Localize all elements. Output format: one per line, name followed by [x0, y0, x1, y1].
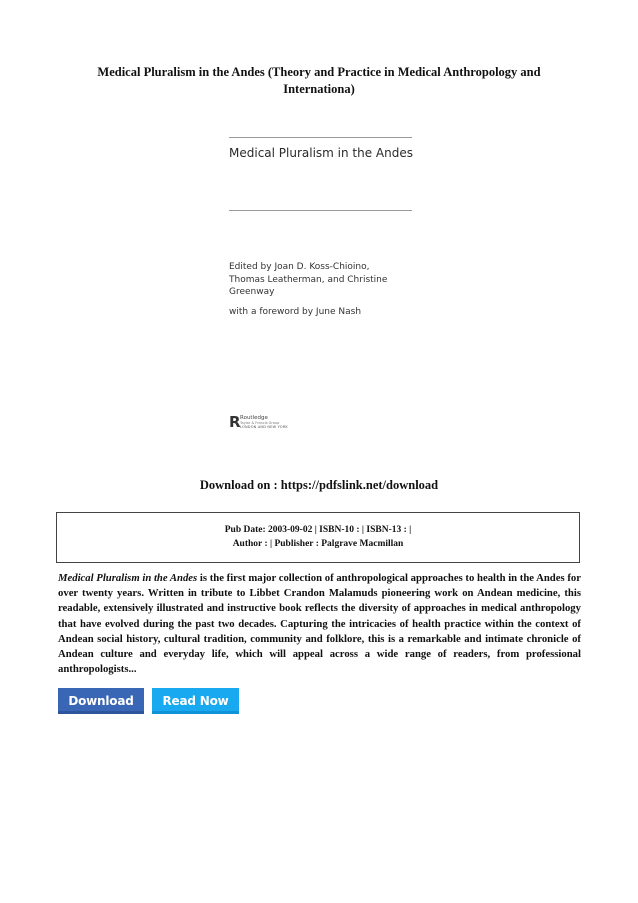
- description-book-title: Medical Pluralism in the Andes: [58, 572, 198, 584]
- download-button[interactable]: Download: [58, 688, 144, 714]
- book-cover-image: [229, 133, 413, 443]
- cover-foreword: with a foreword by June Nash: [229, 307, 362, 317]
- metadata-line-2: Author : | Publisher : Palgrave Macmillan: [232, 539, 404, 549]
- book-description: [58, 571, 581, 677]
- metadata-box: [56, 512, 580, 563]
- cover-editors-line: Greenway: [229, 287, 275, 297]
- cover-bottom-rule: [229, 210, 412, 211]
- cover-editors-line: Thomas Leatherman, and Christine: [229, 274, 388, 285]
- routledge-logo-icon: R: [229, 413, 241, 431]
- metadata-line-1: Pub Date: 2003-09-02 | ISBN-10 : | ISBN-13 : |: [224, 525, 412, 535]
- download-link-text: Download on : https://pdfslink.net/download: [199, 478, 439, 492]
- publisher-sub: Taylor & Francis Group: [240, 421, 280, 425]
- description-body: is the first major collection of anthropological approaches to health in the Andes for over twenty years. Written in tribute to Libbet Crandon Malamuds pioneering work on Andean medicine, this readable, extensively illustrated and instructive book reflects the diversity of approaches in medical anthropology that have evolved during the past two decades. Capturing the intricacies of health practice within the context of Andean social history, cultural tradition, community and folklore, this is a remarkable and intimate chronicle of Andean culture and everyday life, which will appeal across a wide range of readers, from professional anthropologists...: [58, 572, 581, 676]
- cover-editors: [229, 261, 387, 299]
- publisher-logo: [229, 414, 288, 430]
- cover-editors-line: Edited by Joan D. Koss-Chioino,: [229, 262, 370, 272]
- publisher-name: Routledge: [240, 415, 268, 421]
- publisher-text: [240, 415, 288, 429]
- publisher-city: LONDON AND NEW YORK: [240, 425, 288, 429]
- document-title: Medical Pluralism in the Andes (Theory and Practice in Medical Anthropology and Internationa): [97, 65, 541, 96]
- cover-title: Medical Pluralism in the Andes: [229, 146, 414, 160]
- cover-top-rule: [229, 137, 412, 138]
- read-now-button[interactable]: Read Now: [152, 688, 239, 714]
